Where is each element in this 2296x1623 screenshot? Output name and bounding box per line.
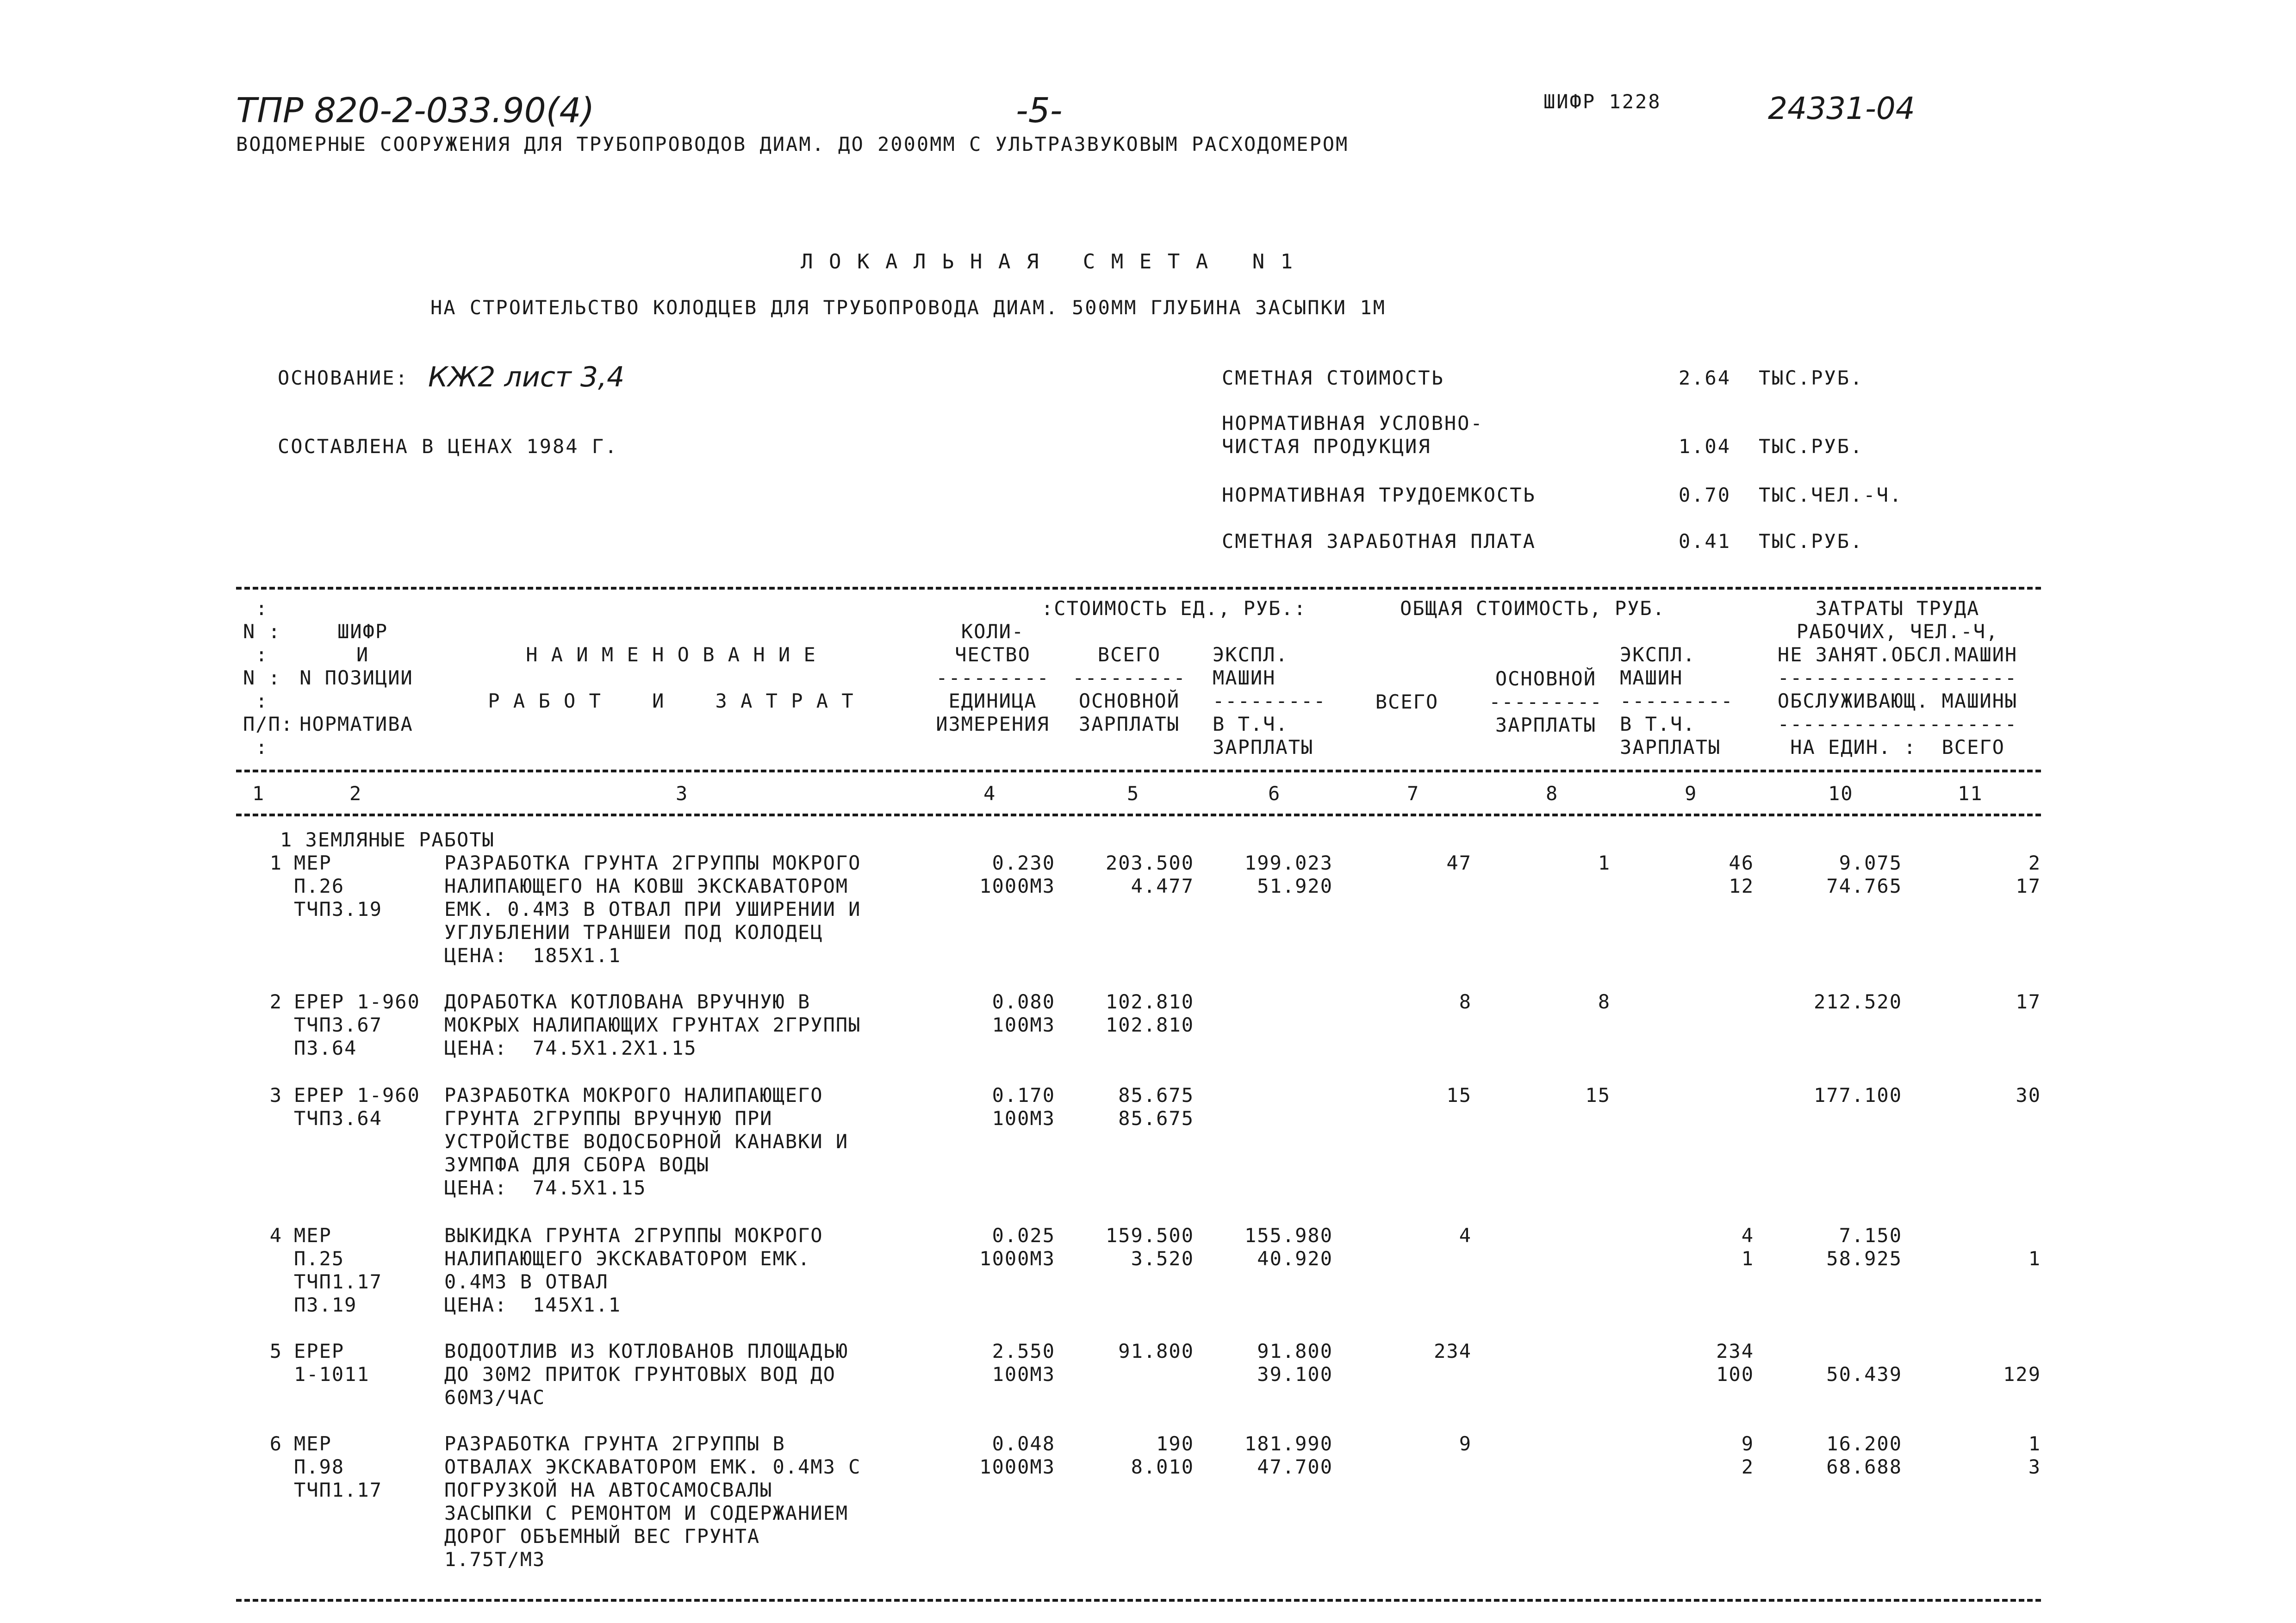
row-total: 47 [1446, 852, 1472, 874]
header-col-8: ОСНОВНОЙ --------- ЗАРПЛАТЫ [1489, 667, 1603, 736]
row-labor-total: 129 [2003, 1363, 2041, 1386]
row-labor-unit: 9.075 74.765 [1826, 852, 1902, 897]
header-col-5: ВСЕГО --------- ОСНОВНОЙ ЗАРПЛАТЫ [1072, 643, 1186, 735]
row-total-machines: 4 1 [1741, 1224, 1754, 1270]
header-rule [236, 770, 2041, 772]
row-labor-total: 2 17 [2016, 852, 2041, 897]
row-total-machines: 234 100 [1716, 1340, 1754, 1386]
col-number: 11 [1958, 782, 1983, 805]
col-number: 3 [676, 782, 689, 805]
row-qty: 2.550 100М3 [992, 1340, 1055, 1386]
row-qty: 0.048 1000М3 [979, 1432, 1055, 1478]
row-total-wages: 1 [1598, 852, 1611, 874]
section-title: 1 ЗЕМЛЯНЫЕ РАБОТЫ [280, 828, 495, 851]
row-name: РАЗРАБОТКА ГРУНТА 2ГРУППЫ В ОТВАЛАХ ЭКСКАВАТОРОМ ЕМК. 0.4М3 С ПОГРУЗКОЙ НА АВТОСАМОСВАЛЫ ЗАСЫПКИ С РЕМОНТОМ И СОДЕРЖАНИЕМ ДОРОГ ОБЪЕМНЫЙ ВЕС ГРУНТА 1.75Т/М3 [444, 1432, 861, 1571]
row-name: ВОДООТЛИВ ИЗ КОТЛОВАНОВ ПЛОЩАДЬЮ ДО 30М2 ПРИТОК ГРУНТОВЫХ ВОД ДО 60М3/ЧАС [444, 1340, 849, 1409]
basis-value: КЖ2 лист 3,4 [428, 361, 625, 393]
header-col-7: ВСЕГО [1375, 690, 1439, 713]
header-total-cost: ОБЩАЯ СТОИМОСТЬ, РУБ. [1400, 597, 1666, 620]
row-unit-machines: 91.800 39.100 [1257, 1340, 1333, 1386]
header-col-n: : N : : N : : П/П: : [243, 597, 294, 759]
row-unit-total: 91.800 [1118, 1340, 1194, 1362]
row-code: ЕРЕР 1-960 ТЧП3.64 [294, 1084, 420, 1130]
row-qty: 0.170 100М3 [992, 1084, 1055, 1130]
row-total: 234 [1434, 1340, 1472, 1362]
row-unit-total: 203.500 4.477 [1105, 852, 1194, 897]
table-top-rule [236, 587, 2041, 590]
summary-label: СМЕТНАЯ ЗАРАБОТНАЯ ПЛАТА [1222, 530, 1536, 553]
header-col-name: Н А И М Е Н О В А Н И Е Р А Б О Т И З А Т Р А Т [488, 643, 854, 712]
table-bottom-rule [236, 1599, 2041, 1602]
row-total: 4 [1459, 1224, 1472, 1247]
row-name: ДОРАБОТКА КОТЛОВАНА ВРУЧНУЮ В МОКРЫХ НАЛИПАЮЩИХ ГРУНТАХ 2ГРУППЫ ЦЕНА: 74.5Х1.2Х1.15 [444, 990, 861, 1059]
row-code: ЕРЕР 1-960 ТЧП3.67 П3.64 [294, 990, 420, 1059]
prices-note: СОСТАВЛЕНА В ЦЕНАХ 1984 Г. [278, 435, 618, 458]
col-number: 6 [1268, 782, 1281, 805]
row-unit-machines: 199.023 51.920 [1244, 852, 1333, 897]
col-number: 5 [1127, 782, 1140, 805]
row-labor-unit: 177.100 [1813, 1084, 1902, 1107]
row-unit-total: 190 8.010 [1131, 1432, 1194, 1478]
row-total: 8 [1459, 990, 1472, 1013]
estimate-subtitle: НА СТРОИТЕЛЬСТВО КОЛОДЦЕВ ДЛЯ ТРУБОПРОВОДА ДИАМ. 500ММ ГЛУБИНА ЗАСЫПКИ 1М [430, 296, 1386, 319]
row-total: 9 [1459, 1432, 1472, 1455]
row-labor-unit: 50.439 [1826, 1363, 1902, 1386]
doc-number: 24331-04 [1768, 91, 1915, 126]
row-labor-total: 1 3 [2028, 1432, 2041, 1478]
summary-label: НОРМАТИВНАЯ УСЛОВНО- ЧИСТАЯ ПРОДУКЦИЯ [1222, 412, 1484, 458]
row-qty: 0.080 100М3 [992, 990, 1055, 1036]
summary-label: НОРМАТИВНАЯ ТРУДОЕМКОСТЬ [1222, 484, 1536, 506]
col-number: 9 [1685, 782, 1698, 805]
basis-label: ОСНОВАНИЕ: [278, 367, 409, 389]
summary-value: 2.64 [1678, 367, 1731, 389]
summary-value: 1.04 [1678, 435, 1731, 458]
row-unit-total: 102.810 102.810 [1105, 990, 1194, 1036]
row-total-wages: 15 [1585, 1084, 1611, 1107]
row-number: 6 [269, 1432, 282, 1455]
col-number: 8 [1546, 782, 1559, 805]
doc-subtitle: ВОДОМЕРНЫЕ СООРУЖЕНИЯ ДЛЯ ТРУБОПРОВОДОВ ДИАМ. ДО 2000ММ С УЛЬТРАЗВУКОВЫМ РАСХОДОМЕРОМ [236, 133, 1349, 155]
row-code: ЕРЕР 1-1011 [294, 1340, 370, 1386]
row-name: ВЫКИДКА ГРУНТА 2ГРУППЫ МОКРОГО НАЛИПАЮЩЕГО ЭКСКАВАТОРОМ ЕМК. 0.4М3 В ОТВАЛ ЦЕНА: 145Х1.1 [444, 1224, 823, 1316]
row-code: МЕР П.98 ТЧП1.17 [294, 1432, 383, 1501]
row-qty: 0.230 1000М3 [979, 852, 1055, 897]
row-total-machines: 46 12 [1729, 852, 1754, 897]
summary-unit: ТЫС.РУБ. [1759, 435, 1864, 458]
summary-unit: ТЫС.ЧЕЛ.-Ч. [1759, 484, 1903, 506]
row-labor-total: 17 [2016, 990, 2041, 1013]
row-number: 2 [269, 990, 282, 1013]
row-number: 5 [269, 1340, 282, 1362]
row-name: РАЗРАБОТКА ГРУНТА 2ГРУППЫ МОКРОГО НАЛИПАЮЩЕГО НА КОВШ ЭКСКАВАТОРОМ ЕМК. 0.4М3 В ОТВАЛ ПРИ УШИРЕНИИ И УГЛУБЛЕНИИ ТРАНШЕИ ПОД КОЛОДЕЦ ЦЕНА: 185Х1.1 [444, 852, 861, 967]
header-labor-sub: НЕ ЗАНЯТ.ОБСЛ.МАШИН ------------------- ОБСЛУЖИВАЮЩ. МАШИНЫ ------------------- НА ЕДИН. : ВСЕГО [1777, 643, 2018, 759]
summary-unit: ТЫС.РУБ. [1759, 367, 1864, 389]
doc-code: ТПР 820-2-033.90(4) [236, 91, 595, 131]
row-labor-unit: 16.200 68.688 [1826, 1432, 1902, 1478]
summary-value: 0.70 [1678, 484, 1731, 506]
page-number: -5- [1016, 91, 1063, 131]
col-number: 4 [983, 782, 996, 805]
header-unit-cost: :СТОИМОСТЬ ЕД., РУБ.: [1041, 597, 1307, 620]
header-col-code: ШИФР И N ПОЗИЦИИ НОРМАТИВА [299, 620, 413, 735]
estimate-title: Л О К А Л Ь Н А Я С М Е Т А N 1 [801, 250, 1295, 274]
row-qty: 0.025 1000М3 [979, 1224, 1055, 1270]
summary-label: СМЕТНАЯ СТОИМОСТЬ [1222, 367, 1444, 389]
summary-value: 0.41 [1678, 530, 1731, 553]
row-code: МЕР П.25 ТЧП1.17 П3.19 [294, 1224, 383, 1316]
row-number: 4 [269, 1224, 282, 1247]
row-total-wages: 8 [1598, 990, 1611, 1013]
col-number: 10 [1828, 782, 1854, 805]
header-col-6: ЭКСПЛ. МАШИН --------- В Т.Ч. ЗАРПЛАТЫ [1213, 643, 1326, 759]
row-unit-total: 159.500 3.520 [1105, 1224, 1194, 1270]
header-col-qty: КОЛИ- ЧЕСТВО --------- ЕДИНИЦА ИЗМЕРЕНИЯ [936, 620, 1050, 735]
header-labor: ЗАТРАТЫ ТРУДА РАБОЧИХ, ЧЕЛ.-Ч, [1796, 597, 1999, 643]
row-labor-unit: 212.520 [1813, 990, 1902, 1013]
row-unit-machines: 181.990 47.700 [1244, 1432, 1333, 1478]
row-number: 3 [269, 1084, 282, 1107]
row-labor-unit: 7.150 58.925 [1826, 1224, 1902, 1270]
row-code: МЕР П.26 ТЧП3.19 [294, 852, 383, 920]
summary-unit: ТЫС.РУБ. [1759, 530, 1864, 553]
row-labor-total: 30 [2016, 1084, 2041, 1107]
row-total-machines: 9 2 [1741, 1432, 1754, 1478]
row-number: 1 [269, 852, 282, 874]
col-number: 1 [252, 782, 265, 805]
row-name: РАЗРАБОТКА МОКРОГО НАЛИПАЮЩЕГО ГРУНТА 2ГРУППЫ ВРУЧНУЮ ПРИ УСТРОЙСТВЕ ВОДОСБОРНОЙ КАНАВКИ И ЗУМПФА ДЛЯ СБОРА ВОДЫ ЦЕНА: 74.5Х1.15 [444, 1084, 849, 1199]
row-unit-total: 85.675 85.675 [1118, 1084, 1194, 1130]
header-bottom-rule [236, 814, 2041, 816]
row-total: 15 [1446, 1084, 1472, 1107]
shifr-label: ШИФР 1228 [1543, 90, 1661, 113]
row-labor-total: 1 [2028, 1247, 2041, 1270]
header-col-9: ЭКСПЛ. МАШИН --------- В Т.Ч. ЗАРПЛАТЫ [1620, 643, 1734, 759]
row-unit-machines: 155.980 40.920 [1244, 1224, 1333, 1270]
col-number: 7 [1407, 782, 1420, 805]
col-number: 2 [349, 782, 362, 805]
